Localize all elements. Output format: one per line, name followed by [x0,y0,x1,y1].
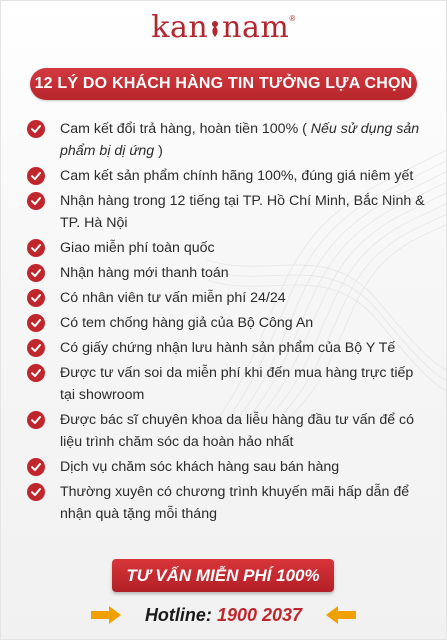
reason-text: Thường xuyên có chương trình khuyến mãi hấp dẫn để nhận quà tặng mỗi tháng [60,484,410,522]
reason-text: Nhận hàng trong 12 tiếng tại TP. Hồ Chí Minh, Bắc Ninh & TP. Hà Nội [60,193,425,231]
check-circle-icon [27,411,45,429]
check-circle-icon [27,120,45,138]
arrow-right-icon [89,605,123,625]
check-circle-icon [27,167,45,185]
check-circle-icon [27,264,45,282]
cta-label: TƯ VẤN MIỄN PHÍ 100% [126,565,320,585]
reason-item [27,262,427,284]
banner-title: 12 LÝ DO KHÁCH HÀNG TIN TƯỞNG LỰA CHỌN [34,75,413,92]
reason-item [27,409,427,453]
check-circle-icon [27,339,45,357]
reason-item [27,118,427,162]
reason-text: Có tem chống hàng giả của Bộ Công An [60,315,314,331]
arrow-left-icon [324,605,358,625]
brand-logo: kan nam® [151,10,296,45]
reason-item [27,481,427,525]
title-banner [30,68,417,100]
flower-icon [208,20,222,38]
reason-item [27,287,427,309]
reason-text: Có giấy chứng nhận lưu hành sản phẩm của Bộ Y Tế [60,340,396,356]
reason-text: Nhận hàng mới thanh toán [60,265,229,281]
reasons-list [27,118,427,528]
reason-text: Được bác sĩ chuyên khoa da liễu hàng đầu tư vấn để có liệu trình chăm sóc da hoàn hảo nhất [60,412,415,450]
free-consult-button[interactable] [112,559,334,592]
hotline-bar [0,602,447,628]
check-circle-icon [27,483,45,501]
reason-text: Có nhân viên tư vấn miễn phí 24/24 [60,290,286,306]
reason-item [27,165,427,187]
reason-note: Nếu sử dụng sản phẩm bị dị ứng [60,121,420,159]
reason-item [27,237,427,259]
reason-item [27,312,427,334]
check-circle-icon [27,289,45,307]
hotline-number: 1900 2037 [216,604,303,625]
check-circle-icon [27,458,45,476]
check-circle-icon [27,192,45,210]
check-circle-icon [27,314,45,332]
reason-tail: ) [154,143,163,159]
reason-item [27,190,427,234]
reason-text: Cam kết đổi trả hàng, hoàn tiền 100% ( [60,121,311,137]
reason-item [27,362,427,406]
hotline-link[interactable] [145,605,302,626]
reason-item [27,456,427,478]
reason-text: Dịch vụ chăm sóc khách hàng sau bán hàng [60,459,340,475]
reason-text: Giao miễn phí toàn quốc [60,240,215,256]
reason-item [27,337,427,359]
reason-text: Cam kết sản phẩm chính hãng 100%, đúng giá niêm yết [60,168,414,184]
hotline-label: Hotline: [144,604,212,625]
check-circle-icon [27,364,45,382]
reason-text: Được tư vấn soi da miễn phí khi đến mua hàng trực tiếp tại showroom [60,365,414,403]
check-circle-icon [27,239,45,257]
